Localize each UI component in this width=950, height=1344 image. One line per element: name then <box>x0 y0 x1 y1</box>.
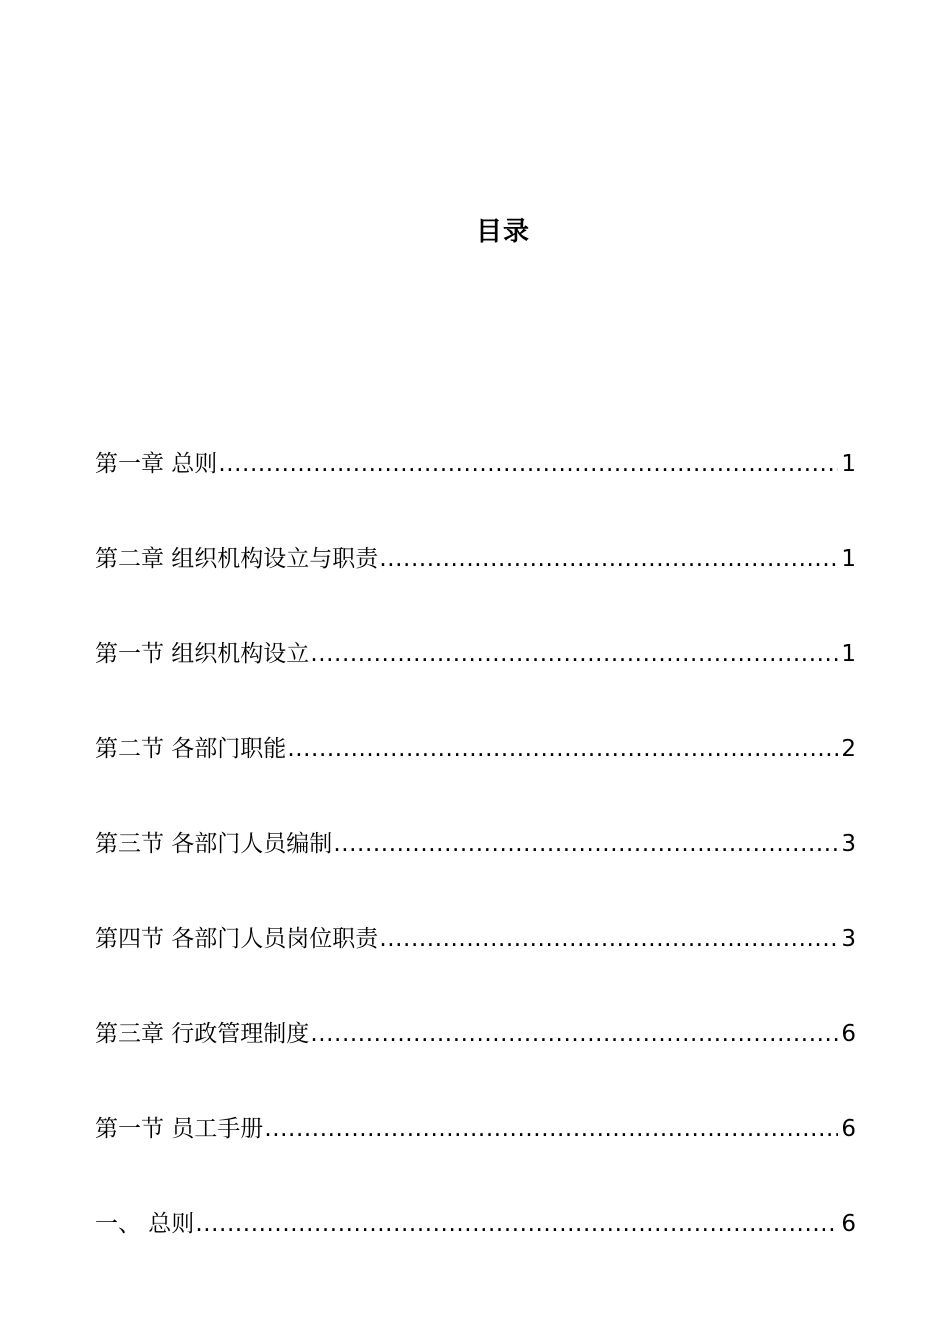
toc-entry-label: 一、 总则 <box>95 1211 195 1237</box>
toc-page-number: 1 <box>841 451 856 477</box>
toc-entry[interactable] <box>95 539 856 634</box>
toc-entry[interactable] <box>95 729 856 824</box>
toc-page-number: 1 <box>841 641 856 667</box>
toc-entry-label: 第三章 行政管理制度 <box>95 1021 310 1047</box>
toc-dot-leader <box>264 1109 838 1149</box>
toc-page-number: 3 <box>841 926 856 952</box>
toc-entry-label: 第一节 员工手册 <box>95 1116 264 1142</box>
toc-entry-label: 第三节 各部门人员编制 <box>95 831 333 857</box>
toc-dot-leader <box>333 824 838 864</box>
toc-entry[interactable] <box>95 1109 856 1204</box>
toc-page-number: 6 <box>841 1021 856 1047</box>
toc-dot-leader <box>287 729 838 769</box>
toc-dot-leader <box>195 1204 838 1244</box>
toc-entry[interactable] <box>95 919 856 1014</box>
toc-page-number: 1 <box>841 546 856 572</box>
toc-entry[interactable] <box>95 824 856 919</box>
toc-entry[interactable] <box>95 1204 856 1299</box>
table-of-contents <box>95 444 856 1299</box>
toc-dot-leader <box>379 539 838 579</box>
toc-entry-label: 第一章 总则 <box>95 451 218 477</box>
toc-entry[interactable] <box>95 1014 856 1109</box>
toc-entry-label: 第二节 各部门职能 <box>95 736 287 762</box>
toc-entry[interactable] <box>95 444 856 539</box>
toc-dot-leader <box>310 634 838 674</box>
toc-page-number: 6 <box>841 1211 856 1237</box>
toc-entry-label: 第四节 各部门人员岗位职责 <box>95 926 379 952</box>
toc-entry-label: 第二章 组织机构设立与职责 <box>95 546 379 572</box>
toc-page-number: 6 <box>841 1116 856 1142</box>
toc-entry[interactable] <box>95 634 856 729</box>
page-title: 目录 <box>475 217 530 247</box>
toc-page-number: 3 <box>841 831 856 857</box>
toc-dot-leader <box>379 919 838 959</box>
toc-dot-leader <box>310 1014 838 1054</box>
toc-entry-label: 第一节 组织机构设立 <box>95 641 310 667</box>
toc-dot-leader <box>218 444 838 484</box>
toc-page-number: 2 <box>841 736 856 762</box>
